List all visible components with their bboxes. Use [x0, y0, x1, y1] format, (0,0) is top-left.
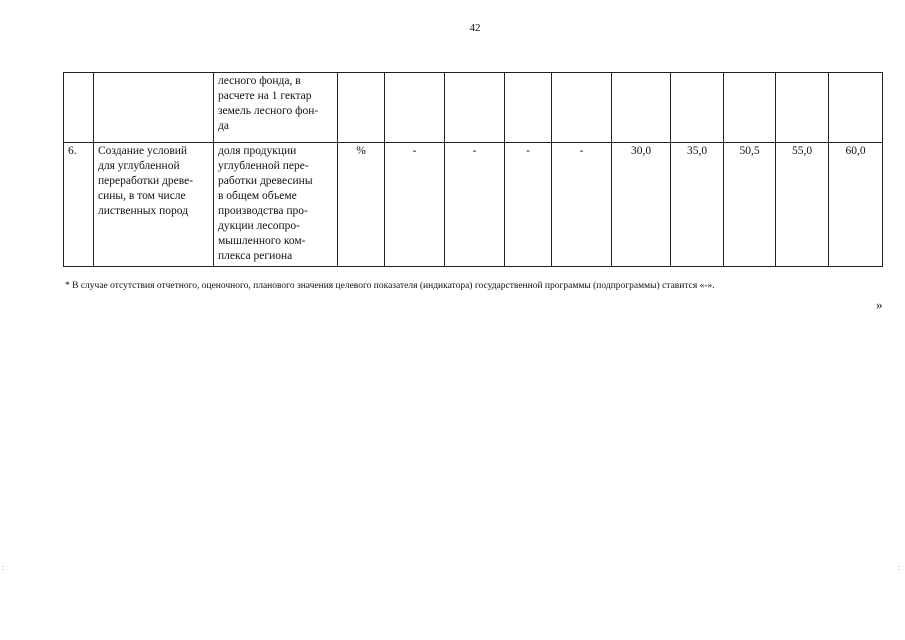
cell-num	[64, 73, 94, 143]
cell-value	[612, 73, 671, 143]
indicator-line: расчете на 1 гектар	[218, 90, 312, 102]
table-row-continuation	[64, 73, 883, 143]
goal-line: для углубленной	[98, 160, 180, 172]
cell-value: 50,5	[724, 143, 776, 267]
cell-unit	[338, 73, 385, 143]
indicator-line: работки древесины	[218, 175, 313, 187]
indicator-line: плекса региона	[218, 250, 293, 262]
goal-line: сины, в том числе	[98, 190, 186, 202]
cell-value	[671, 73, 724, 143]
cell-value: -	[552, 143, 612, 267]
indicator-line: мышленного ком-	[218, 235, 306, 247]
cell-num: 6.	[64, 143, 94, 267]
goal-line: переработки древе-	[98, 175, 194, 187]
goal-line: Создание условий	[98, 145, 188, 157]
indicator-line: углубленной пере-	[218, 160, 309, 172]
cell-value: -	[385, 143, 445, 267]
indicator-line: доля продукции	[218, 145, 297, 157]
cell-value: 30,0	[612, 143, 671, 267]
cell-value	[385, 73, 445, 143]
table-row-6	[64, 143, 883, 267]
cell-indicator	[214, 73, 338, 143]
closing-quote: »	[876, 297, 883, 312]
cell-value: 55,0	[776, 143, 829, 267]
indicator-line: земель лесного фон-	[218, 105, 319, 117]
cell-value: -	[505, 143, 552, 267]
page-number: 42	[469, 22, 481, 34]
cell-goal	[94, 73, 214, 143]
indicator-line: дукции лесопро-	[218, 220, 300, 232]
cell-value	[829, 73, 883, 143]
cell-goal	[94, 143, 214, 267]
indicator-line: лесного фонда, в	[218, 75, 301, 87]
cell-value	[505, 73, 552, 143]
footnote: * В случае отсутствия отчетного, оценочного, планового значения целевого показателя (индикатора) государственной программы (подпрограммы) ставится «-».	[65, 281, 715, 291]
goal-line: лиственных пород	[98, 205, 189, 217]
cell-value: 35,0	[671, 143, 724, 267]
cell-value: -	[445, 143, 505, 267]
cell-indicator	[214, 143, 338, 267]
edge-mark-right: :	[898, 563, 901, 572]
cell-unit: %	[338, 143, 385, 267]
edge-mark-left: :	[2, 563, 5, 572]
cell-value	[776, 73, 829, 143]
indicator-line: производства про-	[218, 205, 308, 217]
cell-value	[724, 73, 776, 143]
cell-value: 60,0	[829, 143, 883, 267]
cell-value	[552, 73, 612, 143]
indicators-table	[63, 72, 883, 267]
indicator-line: да	[218, 120, 229, 132]
cell-value	[445, 73, 505, 143]
indicator-line: в общем объеме	[218, 190, 297, 202]
